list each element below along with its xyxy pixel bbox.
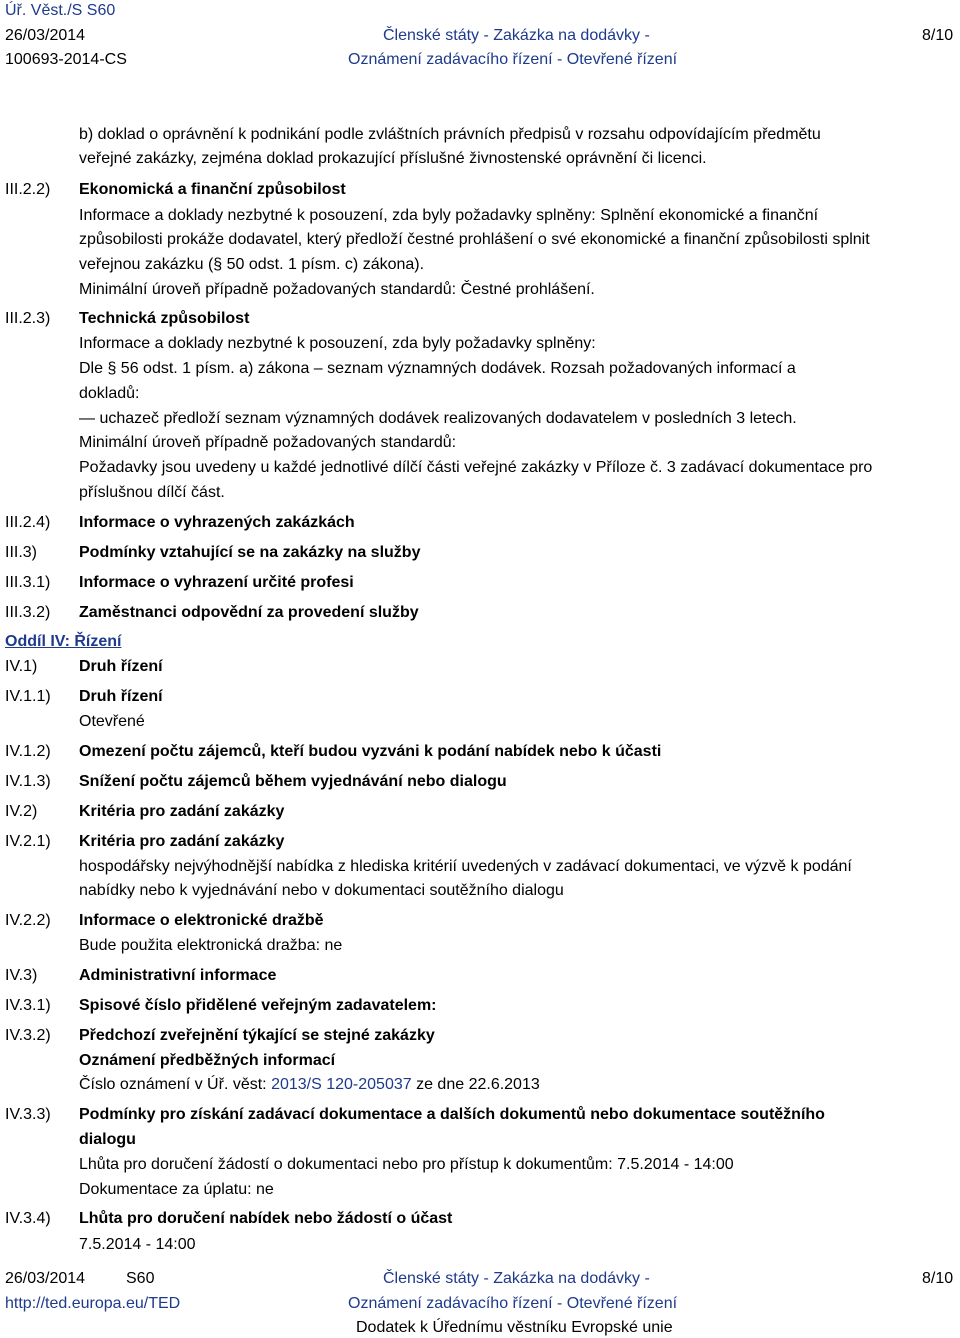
footer-page-number: 8/10 xyxy=(922,1270,954,1287)
header-page-number: 8/10 xyxy=(922,27,954,44)
prior-notice-link[interactable]: 2013/S 120-205037 xyxy=(271,1076,412,1093)
section-title: Předchozí zveřejnění týkající se stejné zakázky xyxy=(79,1027,435,1044)
body-line: příslušnou dílčí část. xyxy=(79,484,225,501)
section-number: IV.2) xyxy=(5,803,38,820)
section-number: IV.3.4) xyxy=(5,1210,51,1227)
body-line: Požadavky jsou uvedeny u každé jednotlivé dílčí části veřejné zakázky v Příloze č. 3 zadávací dokumentace pro xyxy=(79,459,873,476)
body-line: veřejnou zakázku (§ 50 odst. 1 písm. c) zákona). xyxy=(79,256,425,273)
section-number: III.3.2) xyxy=(5,604,51,621)
section-title: Kritéria pro zadání zakázky xyxy=(79,833,285,850)
section-title: Druh řízení xyxy=(79,688,163,705)
section-title: Podmínky vztahující se na zakázky na služby xyxy=(79,544,421,561)
section-title: Druh řízení xyxy=(79,658,163,675)
section-title: Administrativní informace xyxy=(79,967,277,984)
notice-number: 100693-2014-CS xyxy=(5,51,127,68)
header-date: 26/03/2014 xyxy=(5,27,86,44)
footer-publication: Dodatek k Úřednímu věstníku Evropské unie xyxy=(356,1319,673,1336)
section-number: IV.1.2) xyxy=(5,743,51,760)
footer-code: S60 xyxy=(126,1270,155,1287)
section-title: Lhůta pro doručení nabídek nebo žádostí o účast xyxy=(79,1210,453,1227)
section-title: Ekonomická a finanční způsobilost xyxy=(79,181,346,198)
section-number: IV.3.2) xyxy=(5,1027,51,1044)
body-line: Dle § 56 odst. 1 písm. a) zákona – seznam významných dodávek. Rozsah požadovaných informací a xyxy=(79,360,796,377)
footer-url[interactable]: http://ted.europa.eu/TED xyxy=(5,1295,181,1312)
section-number: III.3) xyxy=(5,544,38,561)
body-line: Minimální úroveň případně požadovaných standardů: xyxy=(79,434,457,451)
section-number: III.2.3) xyxy=(5,310,51,327)
body-line: Dokumentace za úplatu: ne xyxy=(79,1181,274,1198)
section-number: IV.3.3) xyxy=(5,1106,51,1123)
section-title: Omezení počtu zájemců, kteří budou vyzváni k podání nabídek nebo k účasti xyxy=(79,743,662,760)
section-title: Technická způsobilost xyxy=(79,310,250,327)
section-heading: Oddíl IV: Řízení xyxy=(5,633,122,650)
body-line: způsobilosti prokáže dodavatel, který předloží čestné prohlášení o své ekonomické a finanční způsobilosti splnit xyxy=(79,231,870,248)
body-line: Minimální úroveň případně požadovaných standardů: Čestné prohlášení. xyxy=(79,281,595,298)
body-line: 7.5.2014 - 14:00 xyxy=(79,1236,196,1253)
body-line: Informace a doklady nezbytné k posouzení, zda byly požadavky splněny: xyxy=(79,335,596,352)
body-line: Bude použita elektronická dražba: ne xyxy=(79,937,343,954)
journal-ref[interactable]: Úř. Věst./S S60 xyxy=(5,2,116,19)
section-number: III.2.2) xyxy=(5,181,51,198)
intro-line-2: veřejné zakázky, zejména doklad prokazující příslušné živnostenské oprávnění či licenci. xyxy=(79,150,707,167)
body-line: nabídky nebo k vyjednávání nebo v dokumentaci soutěžního dialogu xyxy=(79,882,564,899)
section-title: Spisové číslo přidělené veřejným zadavatelem: xyxy=(79,997,437,1014)
body-line: hospodářsky nejvýhodnější nabídka z hlediska kritérií uvedených v zadávací dokumentaci, ve výzvě k podání xyxy=(79,858,852,875)
footer-date: 26/03/2014 xyxy=(5,1270,86,1287)
section-title: Snížení počtu zájemců během vyjednávání nebo dialogu xyxy=(79,773,507,790)
header-notice-type: Oznámení zadávacího řízení - Otevřené řízení xyxy=(348,51,678,68)
section-number: IV.1.3) xyxy=(5,773,51,790)
section-number: IV.3) xyxy=(5,967,38,984)
section-number: III.2.4) xyxy=(5,514,51,531)
section-title: Informace o vyhrazení určité profesi xyxy=(79,574,354,591)
body-line: Otevřené xyxy=(79,713,145,730)
section-title: Kritéria pro zadání zakázky xyxy=(79,803,285,820)
body-line: Informace a doklady nezbytné k posouzení, zda byly požadavky splněny: Splnění ekonomické a finanční xyxy=(79,207,819,224)
body-line: dokladů: xyxy=(79,385,140,402)
subsection-title: Oznámení předběžných informací xyxy=(79,1052,336,1069)
section-number: IV.3.1) xyxy=(5,997,51,1014)
section-title-cont: dialogu xyxy=(79,1131,136,1148)
section-title: Podmínky pro získání zadávací dokumentace a dalších dokumentů nebo dokumentace soutěžního xyxy=(79,1106,825,1123)
section-number: III.3.1) xyxy=(5,574,51,591)
section-title: Zaměstnanci odpovědní za provedení služby xyxy=(79,604,419,621)
prior-notice-prefix: Číslo oznámení v Úř. věst: xyxy=(79,1076,272,1093)
footer-category: Členské státy - Zakázka na dodávky - xyxy=(383,1270,650,1287)
prior-notice-suffix: ze dne 22.6.2013 xyxy=(411,1076,540,1093)
intro-line-1: b) doklad o oprávnění k podnikání podle zvláštních právních předpisů v rozsahu odpovídajícím předmětu xyxy=(79,126,821,143)
section-title: Informace o vyhrazených zakázkách xyxy=(79,514,355,531)
body-line: — uchazeč předloží seznam významných dodávek realizovaných dodavatelem v posledních 3 letech. xyxy=(79,410,797,427)
section-number: IV.1.1) xyxy=(5,688,51,705)
footer-notice-type: Oznámení zadávacího řízení - Otevřené řízení xyxy=(348,1295,678,1312)
section-number: IV.2.2) xyxy=(5,912,51,929)
section-number: IV.2.1) xyxy=(5,833,51,850)
prior-notice-line xyxy=(79,1075,540,1095)
section-number: IV.1) xyxy=(5,658,38,675)
section-title: Informace o elektronické dražbě xyxy=(79,912,324,929)
body-line: Lhůta pro doručení žádostí o dokumentaci nebo pro přístup k dokumentům: 7.5.2014 - 14:00 xyxy=(79,1156,734,1173)
header-category: Členské státy - Zakázka na dodávky - xyxy=(383,27,650,44)
